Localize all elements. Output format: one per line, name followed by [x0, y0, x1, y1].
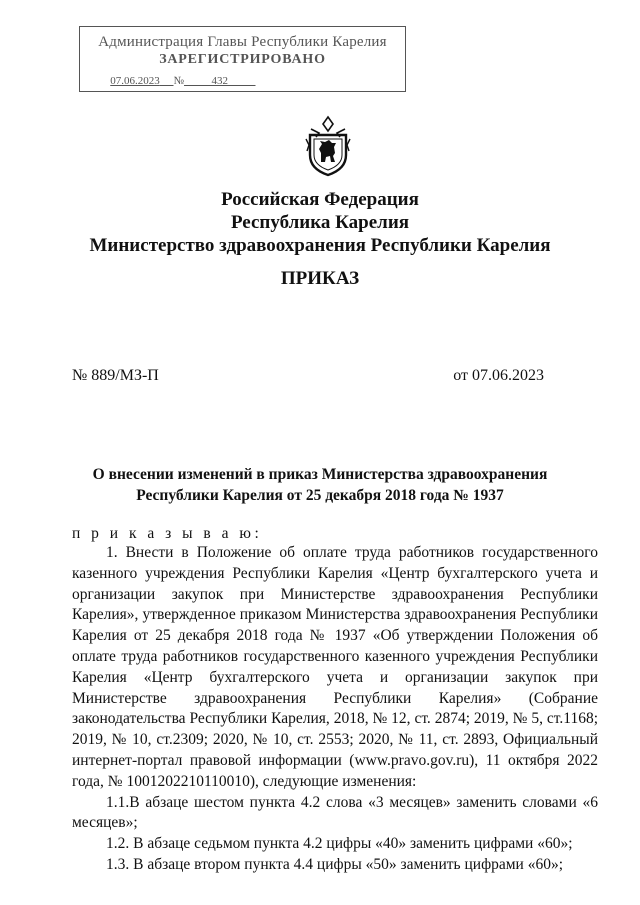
body-text: [72, 543, 598, 876]
prikazyvayu-text: п р и к а з ы в а ю:: [72, 525, 263, 542]
header-region: Республика Карелия: [230, 212, 410, 233]
stamp-organization: Администрация Главы Республики Карелия: [98, 34, 387, 50]
stamp-status: ЗАРЕГИСТРИРОВАНО: [159, 52, 326, 67]
paragraph-1-2: 1.2. В абзаце седьмом пункта 4.2 цифры «40» заменить цифрами «60»;: [106, 835, 573, 853]
header-ministry: Министерство здравоохранения Республики Карелия: [89, 235, 551, 256]
stamp-date: 07.06.2023: [110, 75, 160, 87]
subject-line-2: Республики Карелия от 25 декабря 2018 года № 1937: [136, 487, 504, 504]
karelia-coat-of-arms-icon: [303, 115, 353, 177]
registration-stamp: [79, 26, 406, 92]
order-date: от 07.06.2023: [453, 367, 544, 384]
stamp-number: 432: [211, 75, 228, 87]
paragraph-1-3: 1.3. В абзаце втором пункта 4.4 цифры «50» заменить цифрами «60»;: [106, 855, 564, 873]
subject-line-1: О внесении изменений в приказ Министерства здравоохранения: [92, 466, 548, 483]
paragraph-1: 1. Внести в Положение об оплате труда работников государственного казенного учреждения Республики Карелия «Центр бухгалтерского учета и организации закупок при Министерстве здравоохранения Республики Карелия», утвержденное приказом Министерства здравоохранения Республики Карелия от 25 декабря 2018 года № 1937 «Об утверждении Положения об оплате труда работников государственного казенного учреждения Республики Карелия «Центр бухгалтерского учета и организации закупок при Министерстве здравоохранения Республики Карелия» (Собрание законодательства Республики Карелия, 2018, № 12, ст. 2874; 2019, № 5, ст.1168; 2019, № 10, ст.2309; 2020, № 10, ст. 2553; 2020, № 11, ст. 2893, Официальный интернет-портал правовой информации (www.pravo.gov.ru), 11 октября 2022 года, № 1001202210110010), следующие изменения:: [72, 544, 598, 790]
stamp-registration-line: [102, 75, 256, 87]
order-number: № 889/МЗ-П: [72, 367, 159, 384]
doc-type-title: ПРИКАЗ: [280, 268, 360, 289]
paragraph-1-1: 1.1.В абзаце шестом пункта 4.2 слова «3 месяцев» заменить словами «6 месяцев»;: [72, 793, 598, 832]
header-country: Российская Федерация: [221, 189, 419, 210]
stamp-number-sign: №: [173, 75, 184, 87]
